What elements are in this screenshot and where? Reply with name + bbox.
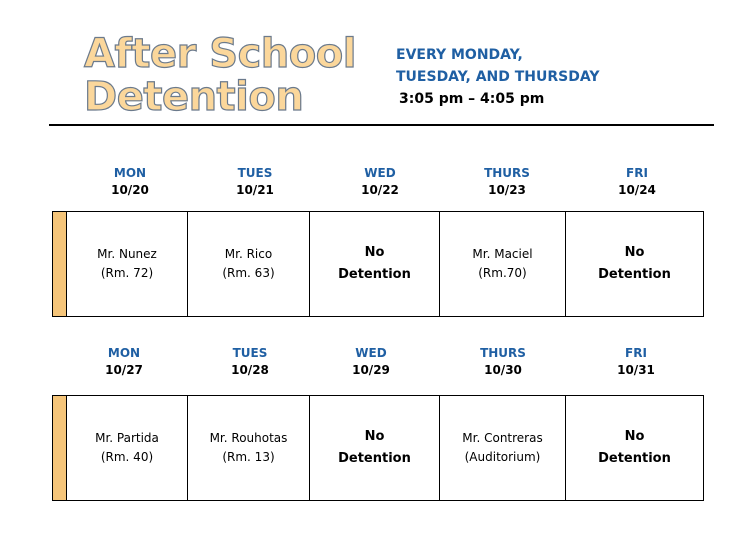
cell-tues <box>188 212 310 316</box>
teacher-name: Mr. Contreras <box>462 431 543 445</box>
cell-thurs <box>440 396 566 500</box>
schedule-days <box>396 44 600 88</box>
page-title <box>84 33 356 119</box>
cell-mon <box>67 212 188 316</box>
day-name: TUES <box>237 166 273 180</box>
teacher-assignment <box>210 429 288 467</box>
teacher-room: (Rm. 72) <box>100 266 154 280</box>
day-name: FRI <box>626 166 648 180</box>
day-name: MON <box>107 346 141 360</box>
day-name: TUES <box>232 346 268 360</box>
cell-wed <box>310 396 440 500</box>
header-divider <box>49 124 714 126</box>
week-row-1 <box>52 211 704 317</box>
teacher-name: Mr. Rico <box>224 247 273 261</box>
teacher-name: Mr. Maciel <box>472 247 533 261</box>
day-name: WED <box>355 346 387 360</box>
day-label-tues <box>190 345 310 379</box>
teacher-assignment <box>97 245 157 283</box>
day-date: 10/31 <box>617 363 655 377</box>
row-accent-bar <box>53 212 67 316</box>
teacher-name: Mr. Partida <box>95 431 159 445</box>
day-label-mon <box>70 165 190 199</box>
day-date: 10/22 <box>361 183 399 197</box>
no-detention <box>338 242 411 286</box>
no-detention-line-1: No <box>624 429 645 444</box>
no-detention-line-1: No <box>364 429 385 444</box>
title-line-2: Detention <box>84 74 304 120</box>
teacher-room: (Rm.70) <box>478 266 527 280</box>
day-date: 10/20 <box>111 183 149 197</box>
cell-thurs <box>440 212 566 316</box>
no-detention-line-2: Detention <box>598 267 671 282</box>
day-date: 10/29 <box>352 363 390 377</box>
teacher-name: Mr. Nunez <box>97 247 157 261</box>
schedule-days-line-2: TUESDAY, AND THURSDAY <box>396 69 600 85</box>
day-name: THURS <box>484 166 530 180</box>
day-label-fri <box>577 165 697 199</box>
no-detention-line-2: Detention <box>598 451 671 466</box>
day-label-thurs <box>447 165 567 199</box>
schedule-days-line-1: EVERY MONDAY, <box>396 47 523 63</box>
day-name: FRI <box>625 346 647 360</box>
teacher-assignment <box>462 429 542 467</box>
cell-fri <box>566 396 703 500</box>
day-date: 10/21 <box>236 183 274 197</box>
no-detention <box>338 426 411 470</box>
day-label-wed <box>311 345 431 379</box>
teacher-room: (Auditorium) <box>464 450 541 464</box>
day-date: 10/24 <box>618 183 656 197</box>
no-detention <box>598 242 671 286</box>
day-date: 10/23 <box>488 183 526 197</box>
day-date: 10/27 <box>105 363 143 377</box>
day-label-tues <box>195 165 315 199</box>
no-detention-line-2: Detention <box>338 451 411 466</box>
title-line-1: After School <box>84 31 356 77</box>
cell-wed <box>310 212 440 316</box>
teacher-room: (Rm. 40) <box>100 450 154 464</box>
day-name: THURS <box>480 346 526 360</box>
row-accent-bar <box>53 396 67 500</box>
no-detention-line-2: Detention <box>338 267 411 282</box>
no-detention-line-1: No <box>624 245 645 260</box>
day-date: 10/30 <box>484 363 522 377</box>
no-detention <box>598 426 671 470</box>
day-date: 10/28 <box>231 363 269 377</box>
cell-mon <box>67 396 188 500</box>
teacher-room: (Rm. 13) <box>222 450 275 464</box>
day-name: WED <box>364 166 396 180</box>
teacher-name: Mr. Rouhotas <box>209 431 288 445</box>
day-label-thurs <box>443 345 563 379</box>
teacher-room: (Rm. 63) <box>222 266 275 280</box>
cell-tues <box>188 396 310 500</box>
teacher-assignment <box>222 245 274 283</box>
day-label-wed <box>320 165 440 199</box>
no-detention-line-1: No <box>364 245 385 260</box>
teacher-assignment <box>95 429 159 467</box>
day-name: MON <box>113 166 147 180</box>
schedule-time: 3:05 pm – 4:05 pm <box>399 91 545 107</box>
teacher-assignment <box>472 245 532 283</box>
week-row-2 <box>52 395 704 501</box>
day-label-fri <box>576 345 696 379</box>
day-label-mon <box>64 345 184 379</box>
cell-fri <box>566 212 703 316</box>
